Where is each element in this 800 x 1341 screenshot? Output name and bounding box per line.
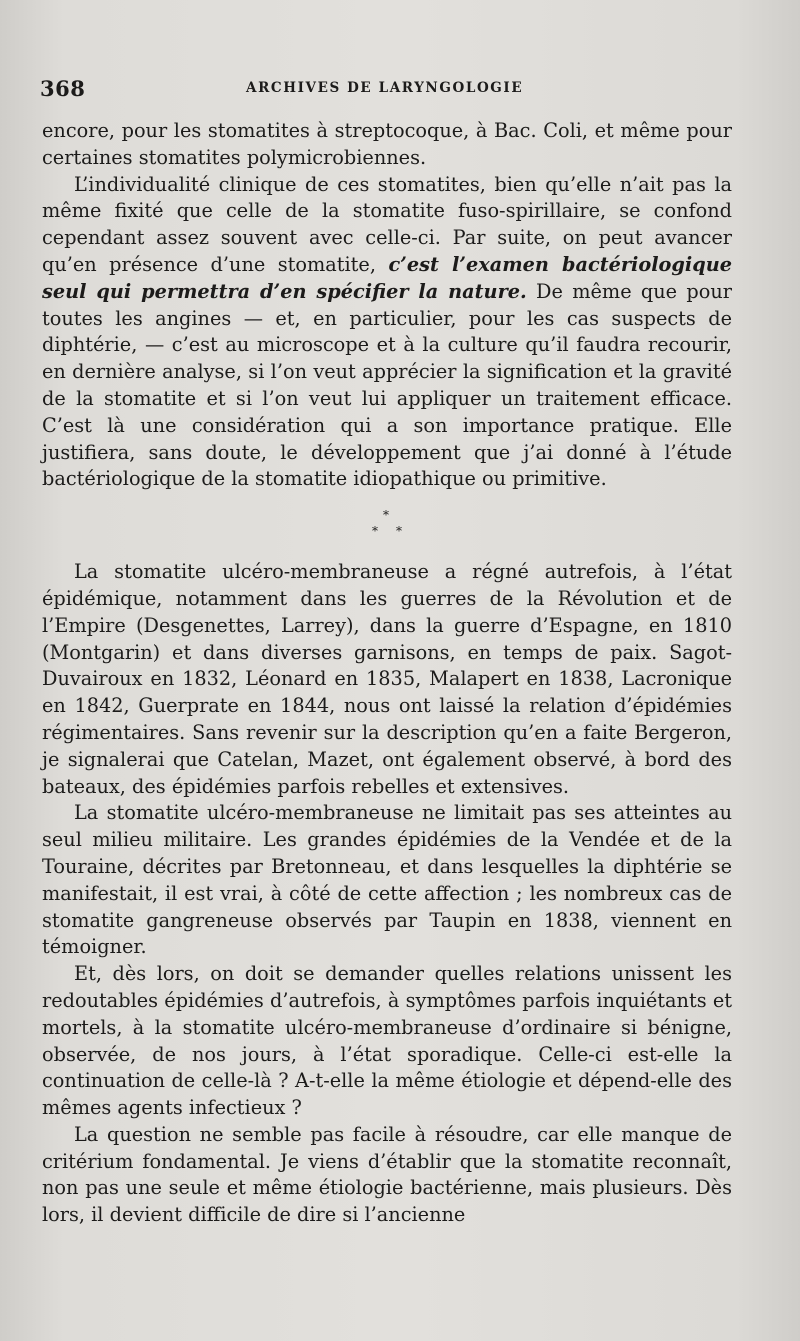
paragraph-individualite <box>42 172 732 494</box>
paragraph-relations: Et, dès lors, on doit se demander quelles relations unissent les redoutables épidémies d’autrefois, à symptômes parfois inquiétants et mortels, à la stomatite ulcéro-membraneuse d’ordinaire si bénigne, observée, de nos jours, à l’état sporadique. Celle-ci est-elle la continuation de celle-là ? A-t-elle la même étiologie et dépend-elle des mêmes agents infectieux ? <box>42 962 732 1120</box>
paragraph-continuation: encore, pour les stomatites à streptocoque, à Bac. Coli, et même pour certaines stomatites polymicrobiennes. <box>42 119 732 169</box>
paragraph-question: La question ne semble pas facile à résoudre, car elle manque de critérium fondamental. Je viens d’établir que la stomatite reconnaît, non pas une seule et même étiologie bactérienne, mais plusieurs. Dès lors, il devient difficile de dire si l’ancienne <box>42 1122 732 1227</box>
separator-star: * <box>383 508 389 523</box>
separator-star: * <box>372 524 378 539</box>
running-header <box>40 72 740 108</box>
separator-star: * <box>396 524 402 539</box>
section-separator <box>42 497 732 555</box>
paragraph-text: L’individualité clinique de ces stomatites, bien qu’elle n’ait pas la même fixité que celle de la stomatite fuso-spirillaire, se confond cependant assez souvent avec celle-ci. Par suite, on peut avancer qu’en présence d’une stomatite, <box>42 172 732 276</box>
paragraph-epidemies: La stomatite ulcéro-membraneuse a régné autrefois, à l’état épidémique, notamment dans les guerres de la Révolution et de l’Empire (Desgenettes, Larrey), dans la guerre d’Espagne, en 1810 (Montgarin) et dans diverses garnisons, en temps de paix. Sagot-Duvairoux en 1832, Léonard en 1835, Malapert en 1838, Lacronique en 1842, Guerprate en 1844, nous ont laissé la relation d’épidémies régimentaires. Sans revenir sur la description qu’en a faite Bergeron, je signalerai que Catelan, Mazet, ont également observé, à bord des bateaux, des épidémies parfois rebelles et extensives. <box>42 560 732 798</box>
paragraph-text: De même que pour toutes les angines — et, en particulier, pour les cas suspects de diphtérie, — c’est au microscope et à la culture qu’il faudra recourir, en dernière analyse, si l’on veut apprécier la signification et la gravité de la stomatite et si l’on veut lui appliquer un traitement efficace. C’est là une considération qui a son importance pratique. Elle justifiera, sans doute, le développement que j’ai donné à l’étude bactériologique de la stomatite idiopathique ou primitive. <box>42 279 732 491</box>
paragraph-milieu-militaire: La stomatite ulcéro-membraneuse ne limitait pas ses atteintes au seul milieu militaire. Les grandes épidémies de la Vendée et de la Touraine, décrites par Bretonneau, et dans lesquelles la diphtérie se manifestait, il est vrai, à côté de cette affection ; les nombreux cas de stomatite gangreneuse observés par Taupin en 1838, viennent en témoigner. <box>42 801 732 959</box>
running-title: ARCHIVES DE LARYNGOLOGIE <box>246 80 524 96</box>
emphasized-phrase: c’est l’examen bactériologique seul qui permettra d’en spécifier la nature. <box>42 252 732 303</box>
body-text <box>42 118 732 1229</box>
page-number: 368 <box>40 76 86 101</box>
